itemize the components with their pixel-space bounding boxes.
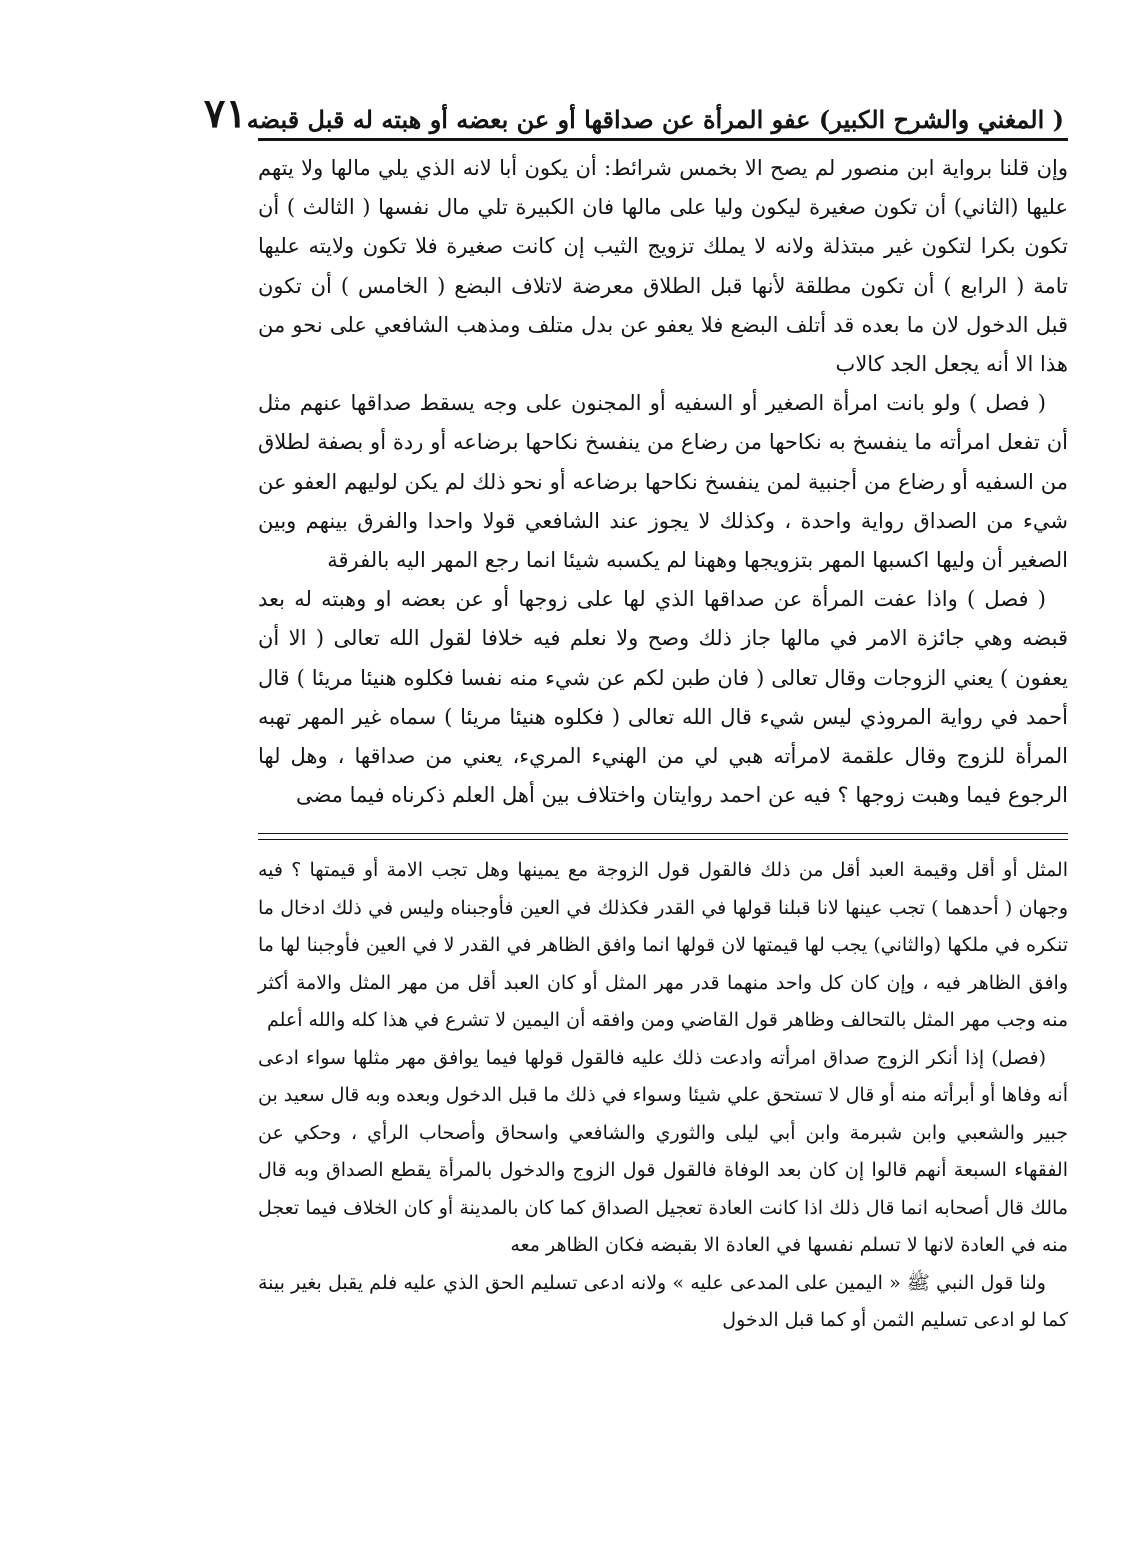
paragraph: (فصل) إذا أنكر الزوج صداق امرأته وادعت ذلك عليه فالقول قولها فيما يوافق مهر مثلها سواء ادعى أنه وفاها أو أبرأته منه أو قال لا تستحق علي شيئا وسواء في ذلك ما قبل الدخول وبعده وبه قال سعيد بن جبير والشعبي وابن شبرمة وابن أبي ليلى والثوري والشافعي واسحاق وأصحاب الرأي ، وحكي عن الفقهاء السبعة أنهم قالوا إن كان بعد الوفاة فالقول قول الزوج والدخول بالمرأة يقطع الصداق وبه قال مالك قال أصحابه انما قال ذلك اذا كانت العادة تعجيل الصداق كما كان بالمدينة أو كان الخلاف فيما تعجل منه في العادة لانها لا تسلم نفسها في العادة الا بقبضه فكان الظاهر معه <box>258 1046 1068 1257</box>
page-header <box>203 84 1068 137</box>
paragraph: المثل أو أقل وقيمة العبد أقل من ذلك فالقول قول الزوجة مع يمينها وهل تجب الامة أو قيمتها ؟ فيه وجهان ( أحدهما ) تجب عينها لانا قبلنا قولها في القدر فكذلك في العين فأوجبناه وليس في ذلك ادخال ما تنكره في ملكها (والثاني) يجب لها قيمتها لان قولها انما وافق الظاهر في القدر لا في العين فأوجبنا لها ما وافق الظاهر فيه ، وإن كان كل واحد منهما قدر مهر المثل أو كان العبد أقل من مهر المثل والامة أكثر منه وجب مهر المثل بالتحالف وظاهر قول القاضي ومن وافقه أن اليمين لا تشرع في هذا كله والله أعلم <box>258 859 1069 1032</box>
main-text <box>258 149 1068 815</box>
paragraph: ( فصل ) واذا عفت المرأة عن صداقها الذي لها على زوجها أو عن بعضه او وهبته له بعد قبضه وهي جائزة الامر في مالها جاز ذلك وصح ولا نعلم فيه خلافا لقول الله تعالى ( الا أن يعفون ) يعني الزوجات وقال تعالى ( فان طبن لكم عن شيء منه نفسا فكلوه هنيئا مريئا ) قال أحمد في رواية المروذي ليس شيء قال الله تعالى ( فكلوه هنيئا مريئا ) سماه غير المهر تهبه المرأة للزوج وقال علقمة لامرأته هبي لي من الهنيء المريء، يعني من صداقها ، وهل لها الرجوع فيما وهبت زوجها ؟ فيه عن احمد روايتان واختلاف بين أهل العلم ذكرناه فيما مضى <box>258 587 1068 808</box>
page-number: ٧١ <box>203 90 247 137</box>
running-title: ( المغني والشرح الكبير) عفو المرأة عن صداقها أو عن بعضه أو هبته له قبل قبضه <box>246 105 1064 134</box>
paragraph: وإن قلنا برواية ابن منصور لم يصح الا بخمس شرائط: أن يكون أبا لانه الذي يلي مالها ولا يتهم عليها (الثاني) أن تكون صغيرة ليكون وليا على مالها فان الكبيرة تلي مال نفسها ( الثالث ) أن تكون بكرا لتكون غير مبتذلة ولانه لا يملك تزويج الثيب إن كانت صغيرة فلا تكون ولايته عليها تامة ( الرابع ) أن تكون مطلقة لأنها قبل الطلاق معرضة لاتلاف البضع ( الخامس ) أن تكون قبل الدخول لان ما بعده قد أتلف البضع فلا يعفو عن بدل متلف ومذهب الشافعي على نحو من هذا الا أنه يجعل الجد كالاب <box>258 156 1068 377</box>
commentary-text <box>258 852 1068 1340</box>
section-divider <box>258 833 1068 840</box>
paragraph: ولنا قول النبي ﷺ « اليمين على المدعى عليه » ولانه ادعى تسليم الحق الذي عليه فلم يقبل بغير بينة كما لو ادعى تسليم الثمن أو كما قبل الدخول <box>258 1271 1068 1332</box>
book-page <box>203 84 1069 1464</box>
paragraph: ( فصل ) ولو بانت امرأة الصغير أو السفيه أو المجنون على وجه يسقط صداقها عنهم مثل أن تفعل امرأته ما ينفسخ به نكاحها من رضاع من ينفسخ نكاحها برضاعه أو ردة أو بصفة لطلاق من السفيه أو رضاع من أجنبية لمن ينفسخ نكاحها برضاعه أو نحو ذلك لم يكن لوليهم العفو عن شيء من الصداق رواية واحدة ، وكذلك لا يجوز عند الشافعي قولا واحدا والفرق بينهم وبين الصغير أن وليها اكسبها المهر بتزويجها وههنا لم يكسبه شيئا انما رجع المهر اليه بالفرقة <box>258 391 1068 573</box>
header-rule <box>258 138 1068 141</box>
